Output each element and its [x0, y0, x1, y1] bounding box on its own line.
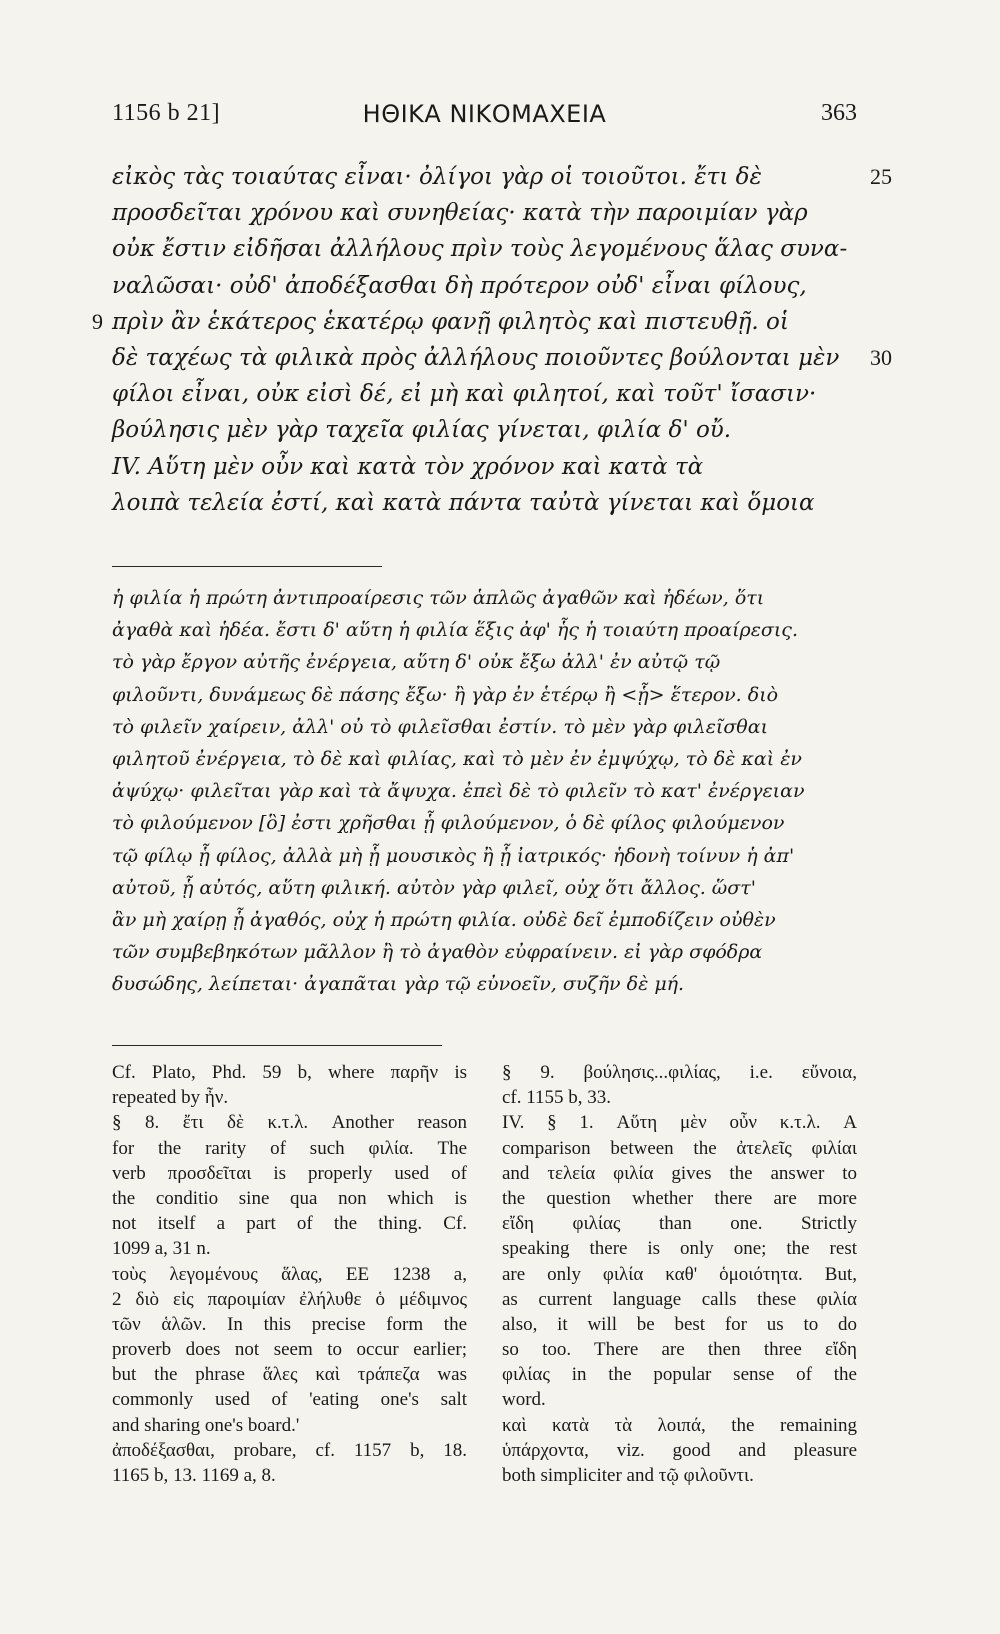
main-greek-text: [92, 158, 892, 520]
note-line: are only φιλία καθ' ὁμοιότητα. But,: [502, 1263, 857, 1285]
note-line: as current language calls these φιλία: [502, 1288, 857, 1310]
note-line: Cf. Plato, Phd. 59 b, where παρῆν is: [112, 1062, 467, 1083]
page-number: 363: [821, 100, 857, 126]
note-line: 1099 a, 31 n.: [112, 1238, 211, 1260]
note-line: verb προσδεῖται is properly used of: [112, 1162, 467, 1184]
note-line: 1165 b, 13. 1169 a, 8.: [112, 1465, 276, 1486]
note-line: speaking there is only one; the rest: [502, 1238, 857, 1260]
note-line: IV. § 1. Αὕτη μὲν οὖν κ.τ.λ. A: [502, 1112, 857, 1134]
note-line: ὑπάρχοντα, viz. good and pleasure: [502, 1439, 857, 1461]
divider: [112, 1045, 442, 1046]
note-line: but the phrase ἅλες καὶ τράπεζα was: [112, 1364, 467, 1386]
text-line: IV. Αὕτη μὲν οὖν καὶ κατὰ τὸν χρόνον καὶ κατὰ τὰ: [112, 453, 704, 480]
quote-line: τὸ γὰρ ἔργον αὐτῆς ἐνέργεια, αὕτη δ' οὐκ ἔξω ἀλλ' ἐν αὐτῷ τῷ: [112, 651, 721, 674]
line-number: 25: [870, 164, 892, 189]
note-line: 2 διὸ εἰς παροιμίαν ἐλήλυθε ὁ μέδιμνος: [112, 1288, 467, 1310]
section-reference: 1156 b 21]: [112, 100, 221, 126]
text-line: ναλῶσαι· οὐδ' ἀποδέξασθαι δὴ πρότερον οὐδ' εἶναι φίλους,: [112, 272, 807, 299]
book-title: ΗΘΙΚΑ ΝΙΚΟΜΑΧΕΙΑ: [362, 100, 607, 128]
quote-line: φιλοῦντι, δυνάμεως δὲ πάσης ἔξω· ἢ γὰρ ἐν ἑτέρῳ ἢ <ᾗ> ἕτερον. διὸ: [112, 683, 779, 706]
section-number: 9: [92, 308, 103, 334]
note-line: τοὺς λεγομένους ἅλας, EE 1238 a,: [112, 1263, 467, 1285]
note-line: commonly used of 'eating one's salt: [112, 1389, 467, 1411]
note-line: word.: [502, 1389, 546, 1411]
text-line: προσδεῖται χρόνου καὶ συνηθείας· κατὰ τὴν παροιμίαν γὰρ: [112, 200, 808, 227]
note-line: and τελεία φιλία gives the answer to: [502, 1162, 857, 1184]
quote-line: ἂν μὴ χαίρῃ ᾗ ἀγαθός, οὐχ ἡ πρώτη φιλία. οὐδὲ δεῖ ἐμποδίζειν οὐθὲν: [112, 908, 776, 931]
commentary-right-column: [502, 1060, 857, 1488]
note-line: the question whether there are more: [502, 1187, 857, 1209]
note-line: not itself a part of the thing. Cf.: [112, 1213, 467, 1235]
quote-line: δυσώδης, λείπεται· ἀγαπᾶται γὰρ τῷ εὐνοεῖν, συζῆν δὲ μή.: [112, 973, 685, 996]
text-line: 9 πρὶν ἂν ἑκάτερος ἑκατέρῳ φανῇ φιλητὸς καὶ πιστευθῇ. οἱ: [92, 308, 789, 335]
note-line: and sharing one's board.': [112, 1414, 300, 1436]
text-line: φίλοι εἶναι, οὐκ εἰσὶ δέ, εἰ μὴ καὶ φιλητοί, καὶ τοῦτ' ἴσασιν·: [112, 381, 817, 408]
text-line: λοιπὰ τελεία ἐστί, καὶ κατὰ πάντα ταὐτὰ γίνεται καὶ ὅμοια: [112, 489, 815, 516]
quote-line: αὐτοῦ, ᾗ αὐτός, αὕτη φιλική. αὐτὸν γὰρ φιλεῖ, οὐχ ὅτι ἄλλος. ὥστ': [112, 876, 757, 899]
note-line: so too. There are then three εἴδη: [502, 1339, 857, 1361]
quote-line: φιλητοῦ ἐνέργεια, τὸ δὲ καὶ φιλίας, καὶ τὸ μὲν ἐν ἐμψύχῳ, τὸ δὲ καὶ ἐν: [112, 747, 802, 770]
running-header: [112, 100, 857, 140]
note-line: § 8. ἔτι δὲ κ.τ.λ. Another reason: [112, 1112, 467, 1134]
quote-line: τὸ φιλεῖν χαίρειν, ἀλλ' οὐ τὸ φιλεῖσθαι ἐστίν. τὸ μὲν γὰρ φιλεῖσθαι: [112, 715, 769, 738]
note-line: φιλίας in the popular sense of the: [502, 1364, 857, 1386]
commentary-left-column: [112, 1060, 467, 1488]
quote-line: ἀψύχῳ· φιλεῖται γὰρ καὶ τὰ ἄψυχα. ἐπεὶ δὲ τὸ φιλεῖν τὸ κατ' ἐνέργειαν: [112, 780, 805, 803]
note-line: cf. 1155 b, 33.: [502, 1087, 612, 1109]
note-line: repeated by ἦν.: [112, 1087, 229, 1109]
note-line: also, it will be best for us to do: [502, 1313, 857, 1335]
divider: [112, 566, 382, 567]
note-line: for the rarity of such φιλία. The: [112, 1137, 467, 1159]
text-line: εἰκὸς τὰς τοιαύτας εἶναι· ὀλίγοι γὰρ οἱ τοιοῦτοι. ἔτι δὲ 25: [112, 164, 892, 190]
note-line: καὶ κατὰ τὰ λοιπά, the remaining: [502, 1414, 857, 1436]
quote-line: τὸ φιλούμενον [ὃ] ἐστι χρῆσθαι ᾗ φιλούμενον, ὁ δὲ φίλος φιλούμενον: [112, 812, 785, 835]
note-line: the conditio sine qua non which is: [112, 1187, 467, 1209]
note-line: comparison between the ἀτελεῖς φιλίαι: [502, 1137, 857, 1159]
text-line: δὲ ταχέως τὰ φιλικὰ πρὸς ἀλλήλους ποιοῦντες βούλονται μὲν 30: [112, 344, 892, 371]
text-line: οὐκ ἔστιν εἰδῆσαι ἀλλήλους πρὶν τοὺς λεγομένους ἅλας συνα-: [112, 236, 848, 263]
note-line: both simpliciter and τῷ φιλοῦντι.: [502, 1465, 754, 1486]
note-line: ἀποδέξασθαι, probare, cf. 1157 b, 18.: [112, 1439, 467, 1461]
line-number: 30: [870, 344, 892, 370]
note-line: proverb does not seem to occur earlier;: [112, 1339, 467, 1361]
note-line: τῶν ἁλῶν. In this precise form the: [112, 1313, 467, 1335]
quote-line: ἡ φιλία ἡ πρώτη ἀντιπροαίρεσις τῶν ἁπλῶς ἀγαθῶν καὶ ἡδέων, ὅτι: [112, 587, 765, 609]
quote-line: ἀγαθὰ καὶ ἡδέα. ἔστι δ' αὕτη ἡ φιλία ἕξις ἀφ' ἧς ἡ τοιαύτη προαίρεσις.: [112, 619, 798, 642]
quoted-passage: [112, 582, 862, 1000]
note-line: εἴδη φιλίας than one. Strictly: [502, 1213, 857, 1235]
quote-line: τῷ φίλῳ ᾗ φίλος, ἀλλὰ μὴ ᾗ μουσικὸς ἢ ᾗ ἰατρικός· ἡδονὴ τοίνυν ἡ ἀπ': [112, 844, 795, 867]
quote-line: τῶν συμβεβηκότων μᾶλλον ἢ τὸ ἀγαθὸν εὐφραίνειν. εἰ γὰρ σφόδρα: [112, 941, 763, 964]
note-line: § 9. βούλησις...φιλίας, i.e. εὔνοια,: [502, 1062, 857, 1083]
text-line: βούλησις μὲν γὰρ ταχεῖα φιλίας γίνεται, φιλία δ' οὔ.: [112, 417, 732, 444]
